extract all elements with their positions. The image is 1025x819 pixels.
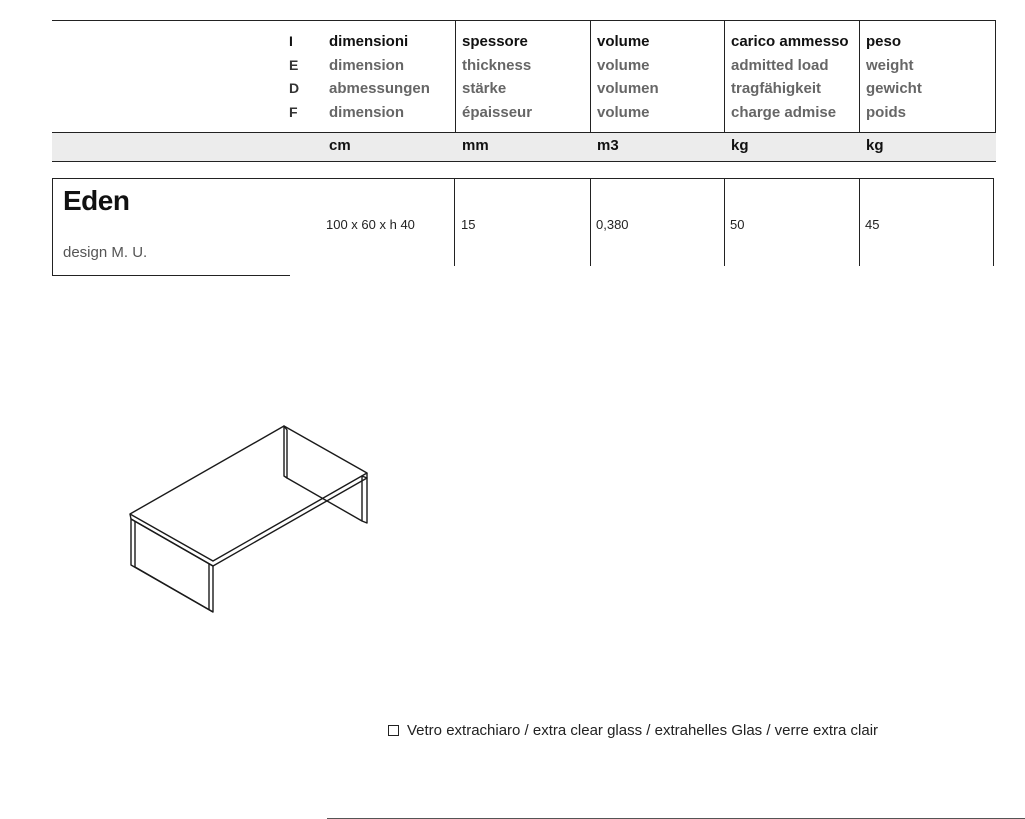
column-label: charge admise [731, 103, 837, 121]
column-label: spessore [462, 33, 528, 50]
header-divider [455, 20, 456, 132]
column-header-volume [597, 30, 659, 124]
language-code: D [289, 80, 300, 96]
column-label: volume [597, 33, 650, 50]
header-divider [995, 20, 996, 132]
value-dimensions: 100 x 60 x h 40 [326, 217, 415, 232]
column-label: carico ammesso [731, 33, 849, 50]
material-legend [388, 722, 878, 739]
language-codes [289, 30, 303, 124]
unit-label: cm [329, 137, 351, 154]
header-divider [590, 20, 591, 132]
row-divider [724, 178, 725, 266]
row-divider [454, 178, 455, 266]
glass-table-drawing-icon [120, 415, 380, 620]
column-label: stärke [462, 80, 507, 97]
value-volume: 0,380 [596, 217, 629, 232]
column-header-admitted-load [731, 30, 849, 124]
product-name: Eden [63, 185, 130, 216]
unit-label: mm [462, 137, 489, 154]
empty-square-icon [388, 725, 399, 736]
row-divider [859, 178, 860, 266]
language-code: I [289, 33, 293, 49]
column-label: volume [597, 56, 650, 74]
column-label: dimension [329, 56, 405, 74]
column-label: dimension [329, 103, 405, 121]
value-thickness: 15 [461, 217, 476, 232]
unit-label: m3 [597, 137, 619, 154]
value-admitted-load: 50 [730, 217, 745, 232]
column-label: volume [597, 103, 650, 121]
column-label: peso [866, 33, 902, 50]
column-label: admitted load [731, 56, 829, 74]
header-top-rule [52, 20, 996, 21]
column-header-weight [866, 30, 922, 124]
header-divider [859, 20, 860, 132]
units-band [52, 132, 996, 162]
column-label: épaisseur [462, 103, 533, 121]
language-code: E [289, 56, 299, 73]
column-label: thickness [462, 56, 532, 74]
unit-label: kg [731, 137, 749, 154]
column-header-thickness [462, 30, 532, 124]
row-divider [590, 178, 591, 266]
column-label: poids [866, 103, 906, 121]
column-label: dimensioni [329, 33, 409, 50]
column-label: tragfähigkeit [731, 80, 822, 97]
row-divider [993, 178, 994, 266]
unit-label: kg [866, 137, 884, 154]
column-label: weight [866, 56, 914, 74]
product-designer: design M. U. [63, 244, 148, 261]
column-label: gewicht [866, 80, 922, 97]
header-divider [724, 20, 725, 132]
column-label: volumen [597, 80, 659, 97]
material-legend-text: Vetro extrachiaro / extra clear glass / extrahelles Glas / verre extra clair [407, 722, 879, 739]
column-header-dimensions [329, 30, 430, 124]
column-label: abmessungen [329, 80, 430, 97]
language-code: F [289, 103, 298, 120]
value-weight: 45 [865, 217, 880, 232]
